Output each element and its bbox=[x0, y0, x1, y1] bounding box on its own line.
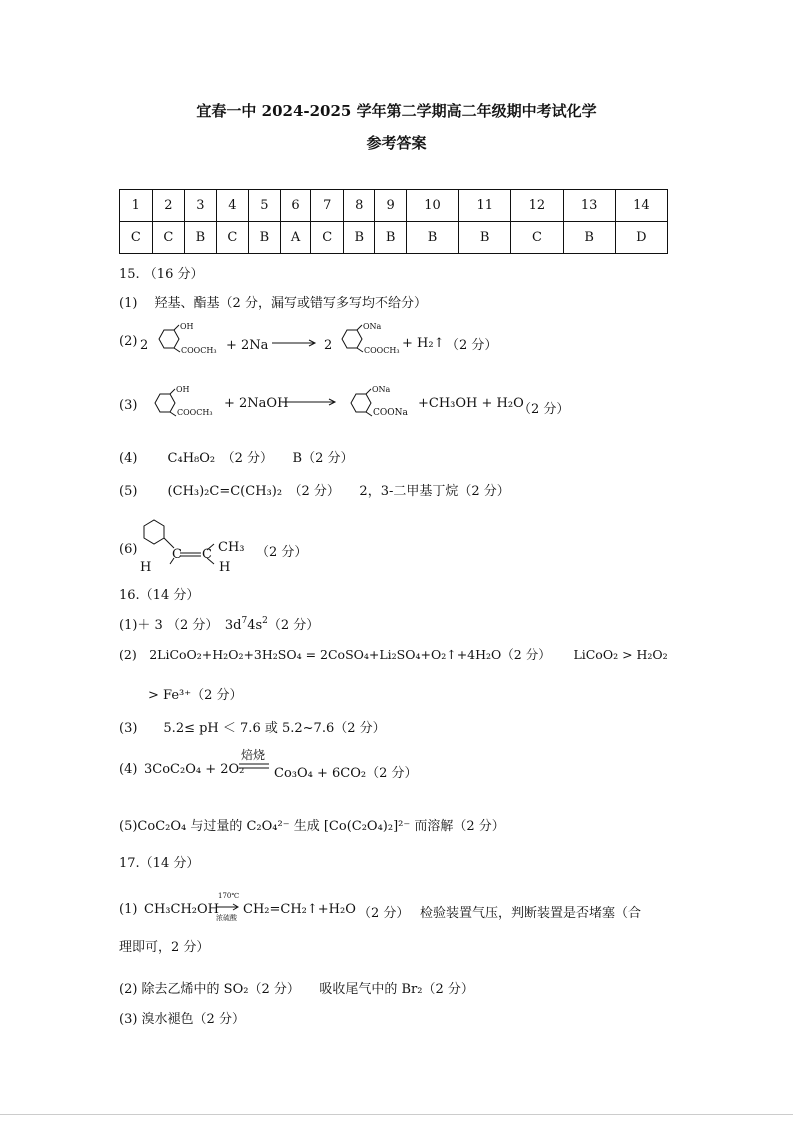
table-cell: B bbox=[344, 222, 375, 254]
table-cell: A bbox=[280, 222, 311, 254]
table-cell: D bbox=[615, 222, 667, 254]
q16-answer-3: (3) 5.2≤ pH ＜ 7.6 或 5.2~7.6（2 分） bbox=[119, 721, 386, 736]
page-bottom-rule bbox=[0, 1114, 793, 1115]
q15-heading: 15. （16 分） bbox=[119, 267, 204, 282]
score: （2 分） bbox=[256, 545, 308, 560]
table-cell: C bbox=[216, 222, 249, 254]
exam-subtitle: 参考答案 bbox=[366, 134, 427, 152]
table-cell: 7 bbox=[311, 190, 344, 222]
q17-answer-2: (2) 除去乙烯中的 SO₂（2 分） 吸收尾气中的 Br₂（2 分） bbox=[119, 982, 474, 997]
condition-bottom: 浓硫酸 bbox=[216, 914, 237, 922]
coona-group: COONa bbox=[373, 408, 408, 418]
table-cell: 9 bbox=[375, 190, 406, 222]
q16-4-label: (4) bbox=[119, 762, 138, 777]
products: Co₃O₄ + 6CO₂（2 分） bbox=[274, 766, 418, 781]
table-cell: B bbox=[185, 222, 216, 254]
condition-top: 170℃ bbox=[218, 892, 240, 900]
text-part: (1)＋ 3 （2 分） 3d bbox=[119, 618, 242, 633]
table-cell: C bbox=[311, 222, 344, 254]
table-row-numbers bbox=[120, 190, 668, 222]
product-coef: 2 bbox=[324, 338, 333, 353]
q17-1-cont: 理即可，2 分） bbox=[119, 940, 210, 955]
table-cell: 1 bbox=[120, 190, 153, 222]
table-cell: C bbox=[511, 222, 563, 254]
table-cell: B bbox=[406, 222, 458, 254]
table-cell: 14 bbox=[615, 190, 667, 222]
table-row-answers bbox=[120, 222, 668, 254]
ona-group: ONa bbox=[372, 385, 391, 394]
table-cell: 13 bbox=[563, 190, 615, 222]
alkene-carbon-2: C bbox=[202, 547, 212, 562]
alkene-carbon-1: C bbox=[172, 547, 182, 562]
score: （2 分） bbox=[518, 402, 570, 417]
q17-heading: 17.（14 分） bbox=[119, 856, 200, 871]
methyl-group: CH₃ bbox=[218, 540, 245, 555]
equals-sign-icon bbox=[239, 763, 271, 769]
table-cell: 3 bbox=[185, 190, 216, 222]
hydrogen-right: H bbox=[219, 560, 231, 575]
q15-answer-4: (4) C₄H₈O₂ （2 分） B（2 分） bbox=[119, 451, 354, 466]
table-cell: 6 bbox=[280, 190, 311, 222]
table-cell: B bbox=[375, 222, 406, 254]
answer-table bbox=[119, 189, 668, 254]
superscript: 2 bbox=[262, 616, 268, 626]
q15-6-label: (6) bbox=[119, 542, 138, 557]
cooch3-group: COOCH₃ bbox=[364, 346, 400, 355]
table-cell: 10 bbox=[406, 190, 458, 222]
table-cell: 12 bbox=[511, 190, 563, 222]
table-cell: 11 bbox=[459, 190, 511, 222]
table-cell: 4 bbox=[216, 190, 249, 222]
table-cell: C bbox=[120, 222, 153, 254]
oh-group: OH bbox=[180, 322, 194, 331]
product: +CH₃OH + H₂O bbox=[418, 396, 524, 411]
reaction-condition: 焙烧 bbox=[241, 748, 266, 762]
q17-answer-3: (3) 溴水褪色（2 分） bbox=[119, 1012, 245, 1027]
ona-group: ONa bbox=[363, 322, 382, 331]
reaction-arrow-icon bbox=[282, 397, 338, 407]
text-part: 4s bbox=[247, 618, 263, 633]
text-part: （2 分） bbox=[267, 618, 320, 633]
q16-answer-1 bbox=[119, 614, 319, 633]
q15-3-label: (3) bbox=[119, 398, 138, 413]
q16-answer-2-cont: > Fe³⁺（2 分） bbox=[148, 688, 243, 703]
score: （2 分） bbox=[446, 338, 498, 353]
q15-answer-1: (1) 羟基、酯基（2 分，漏写或错写多写均不给分） bbox=[119, 296, 427, 311]
reagent: + 2Na bbox=[226, 338, 269, 353]
q17-1-label: (1) bbox=[119, 902, 138, 917]
table-cell: C bbox=[152, 222, 185, 254]
q16-heading: 16.（14 分） bbox=[119, 588, 200, 603]
products: CH₂=CH₂↑+H₂O bbox=[243, 902, 356, 917]
cooch3-group: COOCH₃ bbox=[181, 346, 217, 355]
reagent: + 2NaOH bbox=[224, 396, 289, 411]
table-cell: 5 bbox=[249, 190, 280, 222]
table-cell: 8 bbox=[344, 190, 375, 222]
q15-2-label: (2) bbox=[119, 334, 138, 349]
reaction-arrow-icon bbox=[217, 903, 241, 911]
q15-answer-5: (5) (CH₃)₂C=C(CH₃)₂ （2 分） 2，3-二甲基丁烷（2 分） bbox=[119, 484, 510, 499]
reaction-arrow-icon bbox=[272, 338, 318, 348]
q16-answer-2: (2) 2LiCoO₂+H₂O₂+3H₂SO₄ = 2CoSO₄+Li₂SO₄+O₂↑+4H₂O（2 分） LiCoO₂ > H₂O₂ bbox=[119, 647, 668, 662]
reactant: CH₃CH₂OH bbox=[144, 902, 219, 917]
table-cell: B bbox=[249, 222, 280, 254]
q17-1-text: （2 分） 检验装置气压，判断装置是否堵塞（合 bbox=[358, 906, 642, 921]
q16-answer-5: (5)CoC₂O₄ 与过量的 C₂O₄²⁻ 生成 [Co(C₂O₄)₂]²⁻ 而溶解（2 分） bbox=[119, 819, 505, 834]
superscript: 7 bbox=[241, 616, 248, 626]
oh-group: OH bbox=[176, 385, 190, 394]
cooch3-group: COOCH₃ bbox=[177, 408, 213, 417]
q15-2-coef: 2 bbox=[140, 338, 149, 353]
table-cell: B bbox=[563, 222, 615, 254]
exam-title: 宜春一中 2024-2025 学年第二学期高二年级期中考试化学 bbox=[196, 102, 597, 120]
table-cell: B bbox=[459, 222, 511, 254]
reactants: 3CoC₂O₄ + 2O₂ bbox=[144, 762, 245, 777]
table-cell: 2 bbox=[152, 190, 185, 222]
product: + H₂↑ bbox=[402, 336, 445, 351]
hydrogen-left: H bbox=[140, 560, 152, 575]
